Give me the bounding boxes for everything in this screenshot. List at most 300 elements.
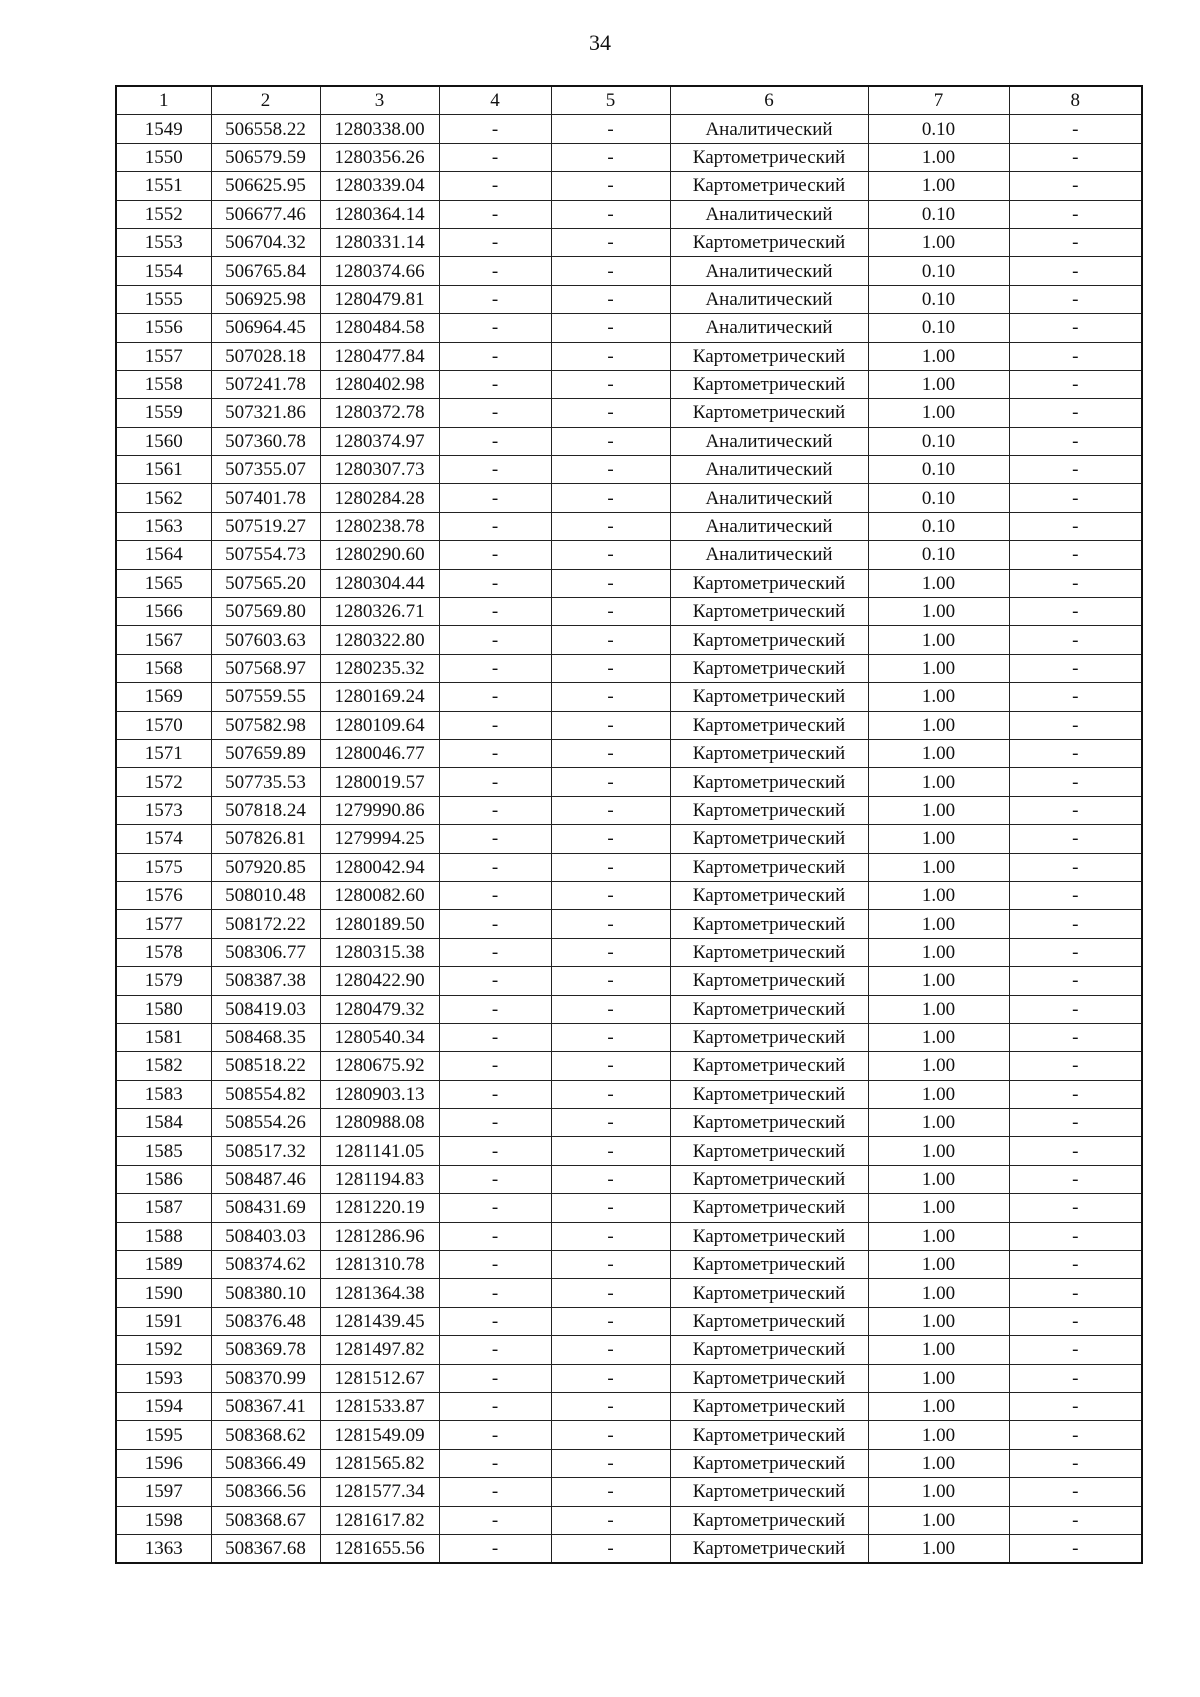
table-cell: - (439, 1109, 551, 1137)
table-cell: Картометрический (670, 569, 868, 597)
table-cell: 508468.35 (211, 1023, 320, 1051)
table-cell: - (439, 257, 551, 285)
table-cell: 1567 (116, 626, 211, 654)
table-cell: 1550 (116, 143, 211, 171)
table-cell: - (551, 995, 670, 1023)
table-cell: - (439, 1251, 551, 1279)
table-cell: 1280374.97 (320, 427, 439, 455)
table-cell: 1566 (116, 598, 211, 626)
table-cell: - (439, 370, 551, 398)
table-cell: Аналитический (670, 484, 868, 512)
table-cell: 507360.78 (211, 427, 320, 455)
table-cell: 1.00 (868, 1137, 1009, 1165)
column-header-4: 4 (439, 86, 551, 115)
table-cell: 508367.41 (211, 1392, 320, 1420)
table-cell: 1.00 (868, 1165, 1009, 1193)
table-cell: - (439, 399, 551, 427)
table-row (116, 285, 1142, 313)
table-cell: 1279994.25 (320, 825, 439, 853)
table-row (116, 768, 1142, 796)
table-cell: 1.00 (868, 768, 1009, 796)
table-cell: - (1009, 1109, 1142, 1137)
table-cell: 507659.89 (211, 739, 320, 767)
table-cell: - (551, 1478, 670, 1506)
table-cell: - (1009, 626, 1142, 654)
table-cell: 1556 (116, 314, 211, 342)
table-cell: 1.00 (868, 796, 1009, 824)
table-row (116, 314, 1142, 342)
table-cell: Аналитический (670, 200, 868, 228)
table-cell: Картометрический (670, 711, 868, 739)
table-cell: - (551, 569, 670, 597)
table-cell: - (439, 1137, 551, 1165)
table-cell: 507519.27 (211, 512, 320, 540)
table-cell: - (1009, 569, 1142, 597)
table-row (116, 569, 1142, 597)
column-header-1: 1 (116, 86, 211, 115)
table-cell: 507582.98 (211, 711, 320, 739)
table-cell: - (439, 853, 551, 881)
table-cell: - (1009, 1251, 1142, 1279)
table-row (116, 399, 1142, 427)
table-cell: 1281141.05 (320, 1137, 439, 1165)
table-row (116, 1222, 1142, 1250)
table-cell: - (439, 512, 551, 540)
table-cell: - (551, 853, 670, 881)
table-cell: 508517.32 (211, 1137, 320, 1165)
table-row (116, 853, 1142, 881)
table-body (116, 115, 1142, 1563)
table-cell: - (439, 796, 551, 824)
table-cell: Картометрический (670, 796, 868, 824)
table-cell: 1280479.81 (320, 285, 439, 313)
table-cell: - (1009, 285, 1142, 313)
table-cell: - (1009, 1307, 1142, 1335)
table-cell: 1281220.19 (320, 1194, 439, 1222)
table-cell: 1583 (116, 1080, 211, 1108)
table-cell: Картометрический (670, 1478, 868, 1506)
table-cell: - (551, 427, 670, 455)
table-cell: 507321.86 (211, 399, 320, 427)
table-cell: 1281655.56 (320, 1534, 439, 1563)
table-cell: - (439, 598, 551, 626)
table-cell: 508376.48 (211, 1307, 320, 1335)
table-cell: - (551, 399, 670, 427)
table-cell: 1280331.14 (320, 228, 439, 256)
table-cell: - (1009, 1478, 1142, 1506)
table-cell: 1.00 (868, 739, 1009, 767)
table-cell: 1.00 (868, 1279, 1009, 1307)
table-cell: - (551, 143, 670, 171)
table-cell: Картометрический (670, 1137, 868, 1165)
table-cell: 1597 (116, 1478, 211, 1506)
table-row (116, 115, 1142, 143)
table-cell: - (439, 314, 551, 342)
table-cell: - (1009, 1279, 1142, 1307)
table-cell: - (439, 995, 551, 1023)
table-cell: 508431.69 (211, 1194, 320, 1222)
table-cell: 1280338.00 (320, 115, 439, 143)
table-cell: Картометрический (670, 399, 868, 427)
table-cell: 1568 (116, 654, 211, 682)
table-cell: 1580 (116, 995, 211, 1023)
table-cell: 0.10 (868, 427, 1009, 455)
table-cell: 1.00 (868, 228, 1009, 256)
table-cell: Картометрический (670, 228, 868, 256)
table-cell: 1.00 (868, 1080, 1009, 1108)
table-cell: - (439, 1080, 551, 1108)
table-cell: 1549 (116, 115, 211, 143)
table-cell: 1551 (116, 172, 211, 200)
table-row (116, 342, 1142, 370)
table-row (116, 1421, 1142, 1449)
table-cell: 1.00 (868, 172, 1009, 200)
table-cell: Картометрический (670, 910, 868, 938)
table-cell: - (439, 115, 551, 143)
table-cell: 1281194.83 (320, 1165, 439, 1193)
table-cell: 508380.10 (211, 1279, 320, 1307)
table-cell: 1280356.26 (320, 143, 439, 171)
table-cell: - (1009, 1080, 1142, 1108)
table-cell: 1280479.32 (320, 995, 439, 1023)
table-cell: - (1009, 995, 1142, 1023)
table-cell: 1.00 (868, 1392, 1009, 1420)
table-cell: - (1009, 512, 1142, 540)
table-cell: Картометрический (670, 1165, 868, 1193)
table-cell: 1572 (116, 768, 211, 796)
table-cell: 1280422.90 (320, 967, 439, 995)
table-cell: - (1009, 910, 1142, 938)
table-cell: - (1009, 399, 1142, 427)
table-cell: 508374.62 (211, 1251, 320, 1279)
table-cell: 1280235.32 (320, 654, 439, 682)
table-cell: Картометрический (670, 598, 868, 626)
table-cell: - (551, 1336, 670, 1364)
table-cell: 1.00 (868, 1478, 1009, 1506)
table-row (116, 456, 1142, 484)
table-cell: 1.00 (868, 626, 1009, 654)
table-cell: 508010.48 (211, 881, 320, 909)
table-cell: Картометрический (670, 1080, 868, 1108)
table-cell: 1.00 (868, 143, 1009, 171)
table-cell: 1559 (116, 399, 211, 427)
table-cell: 507818.24 (211, 796, 320, 824)
table-row (116, 1364, 1142, 1392)
table-cell: - (439, 427, 551, 455)
table-cell: 1.00 (868, 995, 1009, 1023)
table-cell: 1.00 (868, 654, 1009, 682)
table-cell: 1.00 (868, 1534, 1009, 1563)
table-cell: 1.00 (868, 370, 1009, 398)
table-cell: - (1009, 1364, 1142, 1392)
table-cell: 1.00 (868, 1421, 1009, 1449)
table-cell: Картометрический (670, 172, 868, 200)
table-cell: 1586 (116, 1165, 211, 1193)
table-cell: - (551, 739, 670, 767)
table-cell: 1589 (116, 1251, 211, 1279)
table-cell: 1.00 (868, 342, 1009, 370)
table-cell: 506558.22 (211, 115, 320, 143)
table-cell: Картометрический (670, 654, 868, 682)
table-cell: - (439, 711, 551, 739)
table-row (116, 200, 1142, 228)
table-cell: 1280189.50 (320, 910, 439, 938)
table-cell: - (439, 484, 551, 512)
table-cell: - (551, 257, 670, 285)
table-row (116, 938, 1142, 966)
header-row (116, 86, 1142, 115)
column-header-5: 5 (551, 86, 670, 115)
table-cell: 1280169.24 (320, 683, 439, 711)
table-cell: - (1009, 1052, 1142, 1080)
table-cell: 1280988.08 (320, 1109, 439, 1137)
table-cell: 1.00 (868, 1194, 1009, 1222)
table-cell: 1281533.87 (320, 1392, 439, 1420)
table-cell: Картометрический (670, 1449, 868, 1477)
table-cell: 1570 (116, 711, 211, 739)
table-cell: 0.10 (868, 541, 1009, 569)
table-cell: - (551, 484, 670, 512)
table-row (116, 881, 1142, 909)
table-cell: - (439, 172, 551, 200)
table-cell: - (551, 825, 670, 853)
table-cell: 1281364.38 (320, 1279, 439, 1307)
column-header-3: 3 (320, 86, 439, 115)
table-cell: Картометрический (670, 1336, 868, 1364)
table-cell: 506704.32 (211, 228, 320, 256)
table-row (116, 598, 1142, 626)
table-cell: - (551, 1109, 670, 1137)
table-cell: - (439, 285, 551, 313)
table-cell: - (1009, 825, 1142, 853)
table-cell: - (1009, 200, 1142, 228)
table-cell: 1280402.98 (320, 370, 439, 398)
column-header-6: 6 (670, 86, 868, 115)
table-cell: Картометрический (670, 1109, 868, 1137)
table-row (116, 626, 1142, 654)
table-cell: 1596 (116, 1449, 211, 1477)
table-cell: 1280326.71 (320, 598, 439, 626)
table-cell: 1280304.44 (320, 569, 439, 597)
table-cell: Картометрический (670, 768, 868, 796)
table-cell: 1280374.66 (320, 257, 439, 285)
table-cell: - (551, 1052, 670, 1080)
table-cell: - (1009, 1506, 1142, 1534)
table-cell: Аналитический (670, 541, 868, 569)
table-cell: - (439, 1534, 551, 1563)
table-cell: 1280364.14 (320, 200, 439, 228)
table-cell: 508306.77 (211, 938, 320, 966)
table-cell: 1560 (116, 427, 211, 455)
table-cell: 1280307.73 (320, 456, 439, 484)
table-cell: 1569 (116, 683, 211, 711)
table-cell: 1.00 (868, 711, 1009, 739)
table-cell: - (439, 683, 551, 711)
table-row (116, 1023, 1142, 1051)
table-cell: 1281617.82 (320, 1506, 439, 1534)
table-cell: Картометрический (670, 370, 868, 398)
table-row (116, 796, 1142, 824)
table-cell: 0.10 (868, 115, 1009, 143)
table-cell: 1280046.77 (320, 739, 439, 767)
table-cell: 506964.45 (211, 314, 320, 342)
table-cell: 1564 (116, 541, 211, 569)
table-row (116, 1109, 1142, 1137)
table-cell: - (439, 768, 551, 796)
table-cell: 1555 (116, 285, 211, 313)
table-cell: - (551, 172, 670, 200)
table-cell: Картометрический (670, 626, 868, 654)
table-cell: Картометрический (670, 1534, 868, 1563)
table-row (116, 825, 1142, 853)
table-cell: 1578 (116, 938, 211, 966)
table-cell: Картометрический (670, 825, 868, 853)
table-cell: - (551, 456, 670, 484)
table-cell: 1584 (116, 1109, 211, 1137)
table-cell: - (1009, 257, 1142, 285)
table-cell: 1590 (116, 1279, 211, 1307)
table-cell: - (439, 541, 551, 569)
table-cell: - (551, 1194, 670, 1222)
table-cell: 507401.78 (211, 484, 320, 512)
table-cell: - (551, 1251, 670, 1279)
table-cell: - (439, 1364, 551, 1392)
table-cell: 1565 (116, 569, 211, 597)
table-cell: 1279990.86 (320, 796, 439, 824)
table-cell: - (551, 115, 670, 143)
table-cell: 0.10 (868, 257, 1009, 285)
table-cell: 1562 (116, 484, 211, 512)
table-cell: 1581 (116, 1023, 211, 1051)
table-cell: - (439, 1421, 551, 1449)
table-cell: 1.00 (868, 1449, 1009, 1477)
table-cell: - (551, 938, 670, 966)
table-cell: - (1009, 967, 1142, 995)
table-cell: - (1009, 427, 1142, 455)
table-cell: 1.00 (868, 938, 1009, 966)
table-cell: Картометрический (670, 995, 868, 1023)
table-cell: - (551, 626, 670, 654)
table-cell: - (439, 654, 551, 682)
table-cell: 1.00 (868, 967, 1009, 995)
table-cell: 1281286.96 (320, 1222, 439, 1250)
table-cell: Картометрический (670, 1279, 868, 1307)
table-cell: - (551, 768, 670, 796)
table-cell: - (551, 512, 670, 540)
table-cell: - (551, 683, 670, 711)
table-cell: Картометрический (670, 938, 868, 966)
table-cell: Картометрический (670, 1506, 868, 1534)
table-cell: 507568.97 (211, 654, 320, 682)
table-row (116, 1534, 1142, 1563)
table-cell: 0.10 (868, 314, 1009, 342)
table-cell: Картометрический (670, 683, 868, 711)
table-cell: 1558 (116, 370, 211, 398)
table-cell: 508366.49 (211, 1449, 320, 1477)
table-row (116, 910, 1142, 938)
table-cell: 1280315.38 (320, 938, 439, 966)
table-cell: - (1009, 1449, 1142, 1477)
table-cell: 507559.55 (211, 683, 320, 711)
table-cell: 1.00 (868, 399, 1009, 427)
table-cell: - (1009, 938, 1142, 966)
table-cell: 1.00 (868, 569, 1009, 597)
table-cell: - (551, 796, 670, 824)
table-cell: 1280284.28 (320, 484, 439, 512)
table-cell: 1281310.78 (320, 1251, 439, 1279)
table-row (116, 1137, 1142, 1165)
table-cell: - (551, 370, 670, 398)
table-cell: - (551, 1449, 670, 1477)
table-cell: 1280019.57 (320, 768, 439, 796)
table-cell: 1553 (116, 228, 211, 256)
table-cell: - (551, 967, 670, 995)
table-cell: - (439, 739, 551, 767)
table-cell: 506677.46 (211, 200, 320, 228)
table-cell: - (439, 1478, 551, 1506)
table-cell: - (439, 1165, 551, 1193)
table-cell: - (439, 1307, 551, 1335)
table-cell: - (551, 541, 670, 569)
table-cell: Картометрический (670, 1307, 868, 1335)
table-cell: 1592 (116, 1336, 211, 1364)
table-cell: - (1009, 1421, 1142, 1449)
table-cell: 1280903.13 (320, 1080, 439, 1108)
table-cell: 1280290.60 (320, 541, 439, 569)
table-cell: - (1009, 541, 1142, 569)
table-cell: - (439, 910, 551, 938)
table-cell: Аналитический (670, 285, 868, 313)
table-row (116, 1336, 1142, 1364)
column-header-7: 7 (868, 86, 1009, 115)
table-cell: - (439, 342, 551, 370)
table-cell: - (551, 228, 670, 256)
table-cell: 1.00 (868, 1336, 1009, 1364)
table-cell: 1587 (116, 1194, 211, 1222)
table-cell: - (1009, 1165, 1142, 1193)
table-cell: 1281565.82 (320, 1449, 439, 1477)
table-cell: 507028.18 (211, 342, 320, 370)
table-cell: Картометрический (670, 1194, 868, 1222)
table-cell: 1281577.34 (320, 1478, 439, 1506)
table-cell: Аналитический (670, 512, 868, 540)
table-cell: 1.00 (868, 598, 1009, 626)
table-cell: 1280322.80 (320, 626, 439, 654)
table-cell: 0.10 (868, 200, 1009, 228)
table-cell: - (439, 1222, 551, 1250)
table-cell: - (551, 711, 670, 739)
table-cell: 1594 (116, 1392, 211, 1420)
table-cell: - (439, 1392, 551, 1420)
table-row (116, 1506, 1142, 1534)
table-row (116, 995, 1142, 1023)
table-row (116, 1080, 1142, 1108)
table-cell: 1280238.78 (320, 512, 439, 540)
table-cell: - (1009, 711, 1142, 739)
table-cell: 508172.22 (211, 910, 320, 938)
table-cell: - (551, 1421, 670, 1449)
table-cell: 1.00 (868, 1222, 1009, 1250)
table-cell: 1575 (116, 853, 211, 881)
table-cell: 1598 (116, 1506, 211, 1534)
table-row (116, 1251, 1142, 1279)
table-cell: Картометрический (670, 1392, 868, 1420)
table-cell: 1280372.78 (320, 399, 439, 427)
table-cell: - (1009, 314, 1142, 342)
table-cell: - (1009, 370, 1142, 398)
table-cell: 1577 (116, 910, 211, 938)
table-cell: Аналитический (670, 314, 868, 342)
